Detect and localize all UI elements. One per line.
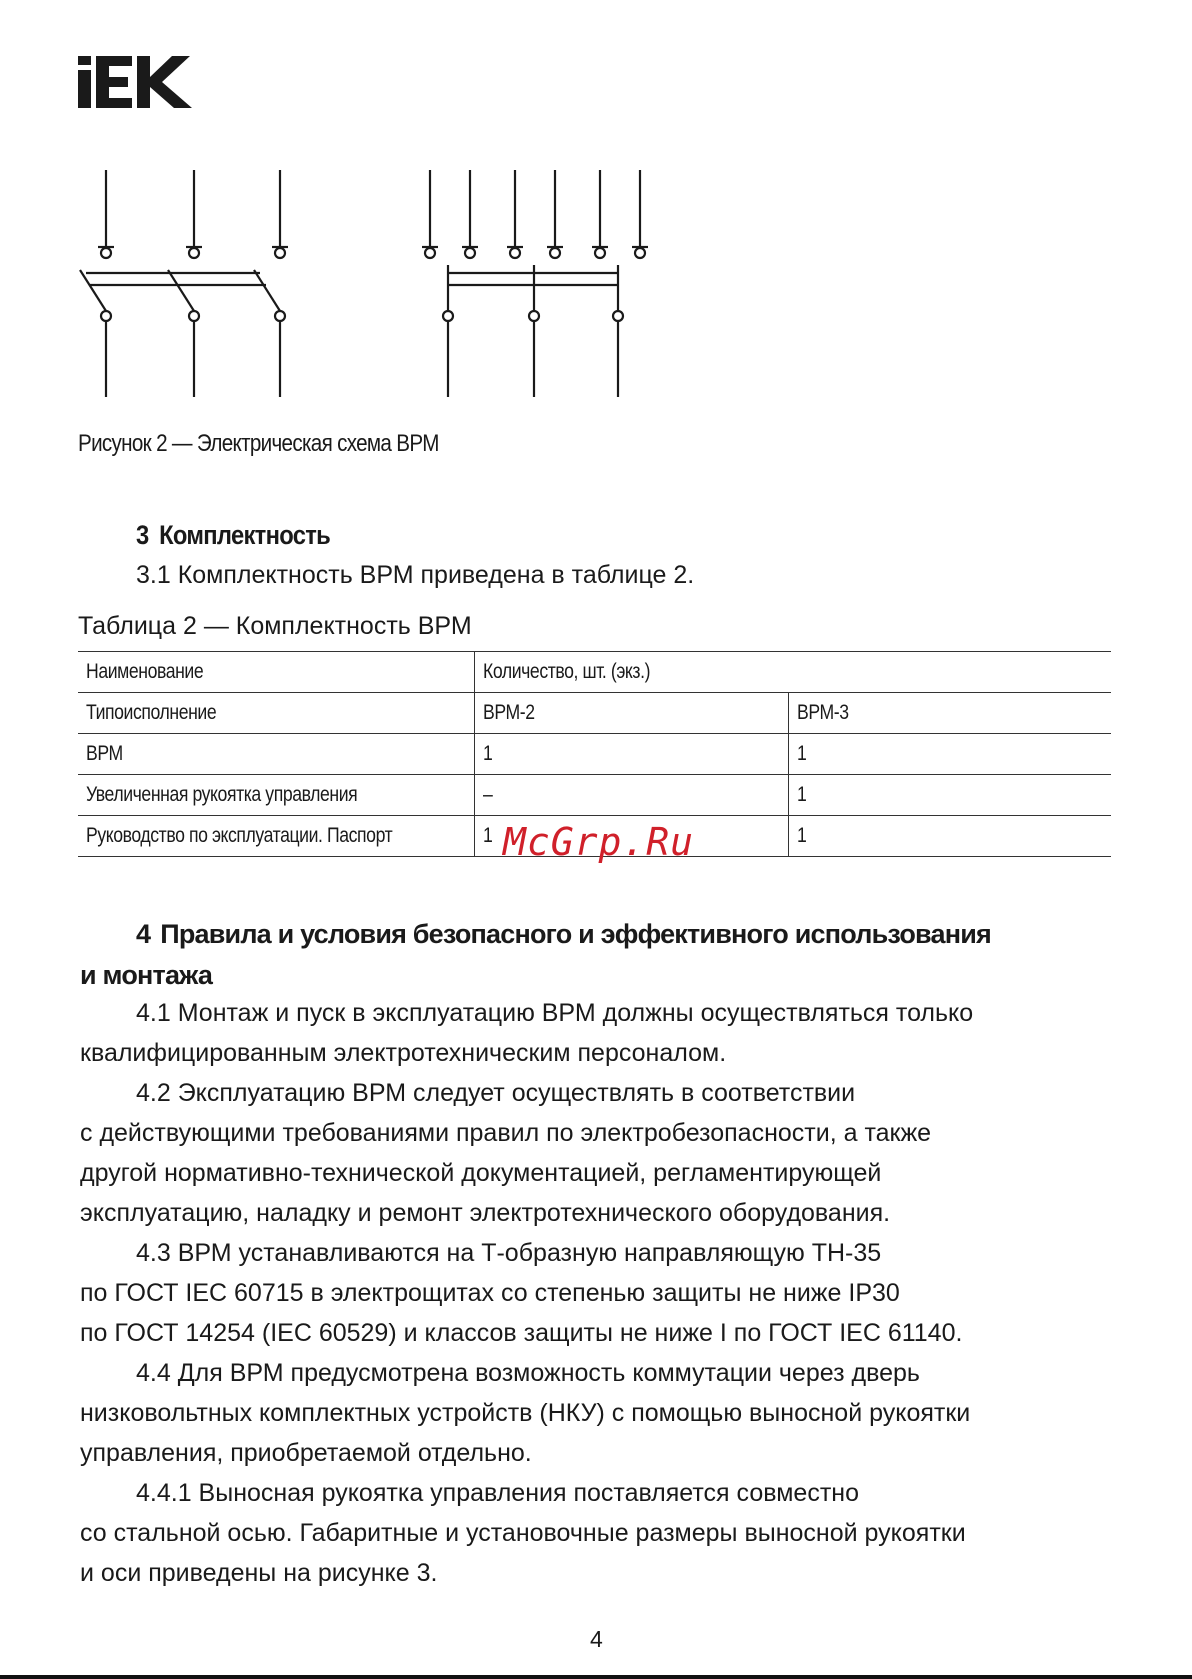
subheader-col1: ВРМ-2	[483, 701, 535, 724]
section-3-title: Комплектность	[159, 520, 331, 550]
subheader-col2: ВРМ-3	[797, 701, 849, 724]
table-subheader-row	[78, 693, 1111, 734]
row-name: Руководство по эксплуатации. Паспорт	[86, 824, 393, 847]
row-col1: –	[483, 783, 493, 806]
section-4-title-line1: Правила и условия безопасного и эффективного использования	[160, 919, 991, 949]
paragraph-4-4: 4.4 Для ВРМ предусмотрена возможность коммутации через дверь низковольтных комплектных устройств (НКУ) с помощью выносной рукоятки управления, приобретаемой отдельно.	[80, 1359, 971, 1467]
table-row	[78, 775, 1111, 816]
section-4-heading	[80, 914, 1120, 996]
iek-logo	[78, 56, 194, 108]
figure-caption: Рисунок 2 — Электрическая схема ВРМ	[78, 430, 439, 457]
row-col1: 1	[483, 824, 493, 847]
table-row	[78, 734, 1111, 775]
page-number: 4	[590, 1626, 603, 1652]
section-4-body	[80, 993, 1120, 1593]
section-3-number: 3	[136, 520, 149, 550]
row-col2: 1	[797, 783, 807, 806]
row-col1: 1	[483, 742, 493, 765]
bottom-rule	[0, 1675, 1192, 1679]
header-qty: Количество, шт. (экз.)	[483, 660, 651, 683]
header-name: Наименование	[86, 660, 204, 683]
row-col2: 1	[797, 742, 807, 765]
section-3-heading	[136, 520, 330, 551]
three-pole-switch-diagram	[80, 170, 288, 397]
paragraph-4-1: 4.1 Монтаж и пуск в эксплуатацию ВРМ должны осуществляться только квалифицированным электротехническим персоналом.	[80, 999, 974, 1067]
watermark: McGrp.Ru	[503, 820, 695, 864]
changeover-switch-diagram	[422, 170, 648, 397]
section-4-title-line2: и монтажа	[80, 960, 213, 990]
paragraph-4-3: 4.3 ВРМ устанавливаются на Т-образную направляющую ТН-35 по ГОСТ IEC 60715 в электрощитах со степенью защиты не ниже IP30 по ГОСТ 14254 (IEC 60529) и классов защиты не ниже I по ГОСТ IEC 61140.	[80, 1239, 963, 1347]
electrical-diagram	[70, 160, 670, 410]
subheader-label: Типоисполнение	[86, 701, 217, 724]
table-caption: Таблица 2 — Комплектность ВРМ	[78, 612, 472, 640]
row-name: Увеличенная рукоятка управления	[86, 783, 358, 806]
table-header-row	[78, 652, 1111, 693]
paragraph-4-4-1: 4.4.1 Выносная рукоятка управления поставляется совместно со стальной осью. Габаритные и установочные размеры выносной рукоятки и оси приведены на рисунке 3.	[80, 1479, 966, 1587]
paragraph-4-2: 4.2 Эксплуатацию ВРМ следует осуществлять в соответствии с действующими требованиями правил по электробезопасности, а также другой нормативно-технической документацией, регламентирующей эксплуатацию, наладку и ремонт электротехнического оборудования.	[80, 1079, 932, 1227]
row-name: ВРМ	[86, 742, 123, 765]
row-col2: 1	[797, 824, 807, 847]
paragraph-3-1: 3.1 Комплектность ВРМ приведена в таблице 2.	[136, 561, 695, 589]
section-4-number: 4	[136, 919, 151, 949]
